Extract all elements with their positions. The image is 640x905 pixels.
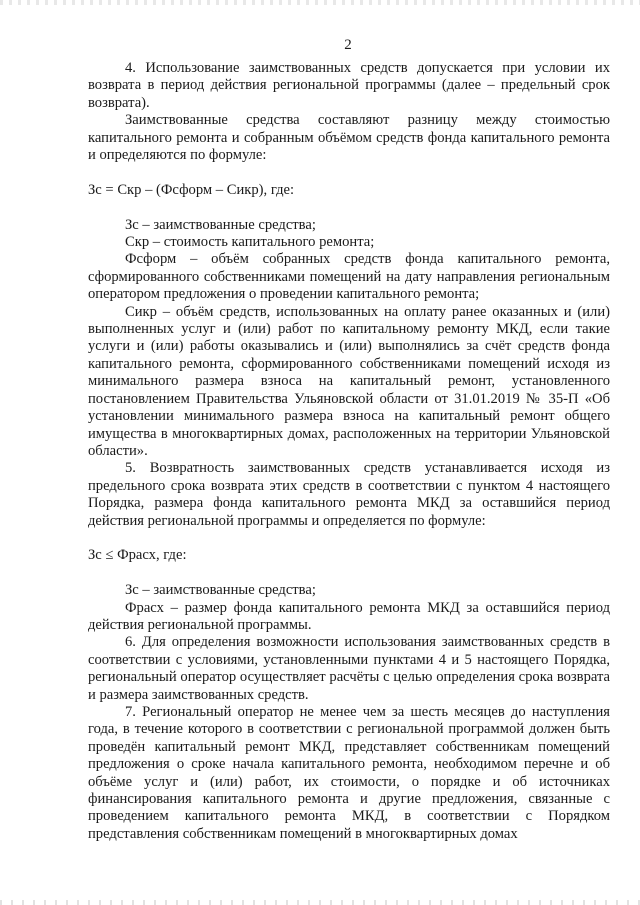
formula-borrowed-funds: Зс = Скр – (Фсформ – Сикр), где: (88, 181, 295, 198)
document-body (88, 60, 610, 843)
legend-frash: Фрасх – размер фонда капитального ремонта МКД за оставшийся период действия региональной программы. (88, 599, 610, 633)
legend-zs: Зс – заимствованные средства; (125, 216, 316, 233)
legend-zs-2: Зс – заимствованные средства; (125, 582, 316, 599)
paragraph-borrowed-funds-definition: Заимствованные средства составляют разницу между стоимостью капитального ремонта и собранным объёмом средств фонда капитального ремонта и определяются по формуле: (88, 112, 610, 164)
formula-repayment: Зс ≤ Фрасх, где: (88, 547, 187, 564)
legend-sikr: Сикр – объём средств, использованных на оплату ранее оказанных и (или) выполненных услуг и (или) работ по капитальному ремонту МКД, если такие услуги и (или) работы оказывались и (или) выполнялись за счёт средств фонда капитального ремонта, сформированного собственниками помещений исходя из минимального размера взноса на капитальный ремонт, установленного постановлением Правительства Ульяновской области от 31.01.2019 № 35-П «Об установлении минимального размера взноса на капитальный ремонт общего имущества в многоквартирных домах, расположенных на территории Ульяновской области». (88, 303, 610, 459)
paragraph-item-4: 4. Использование заимствованных средств допускается при условии их возврата в период действия региональной программы (далее – предельный срок возврата). (88, 60, 610, 111)
scan-edge-top (0, 0, 640, 5)
legend-skr: Скр – стоимость капитального ремонта; (125, 234, 375, 251)
paragraph-item-7: 7. Региональный оператор не менее чем за шесть месяцев до наступления года, в течение которого в соответствии с региональной программой должен быть проведён капитальный ремонт МКД, представляет собственникам помещений предложения о сроке начала капитального ремонта, необходимом перечне и об объёме услуг и (или) работ, их стоимости, о порядке и об источниках финансирования капитального ремонта и другие предложения, связанные с проведением капитального ремонта МКД, в соответствии с Порядком представления собственникам помещений в многоквартирных домах (88, 703, 610, 842)
legend-fsform: Фсформ – объём собранных средств фонда капитального ремонта, сформированного собственниками помещений на дату направления региональным оператором предложения о проведении капитального ремонта; (88, 251, 610, 303)
page-number: 2 (344, 37, 352, 53)
paragraph-item-5: 5. Возвратность заимствованных средств устанавливается исходя из предельного срока возврата этих средств в соответствии с пунктом 4 настоящего Порядка, размера фонда капитального ремонта МКД за оставшийся период действия региональной программы и определяется по формуле: (88, 460, 610, 529)
scan-edge-bottom (0, 900, 640, 905)
paragraph-item-6: 6. Для определения возможности использования заимствованных средств в соответствии с условиями, установленными пунктами 4 и 5 настоящего Порядка, региональный оператор осуществляет расчёты с целью определения срока возврата и размера заимствованных средств. (88, 634, 610, 703)
